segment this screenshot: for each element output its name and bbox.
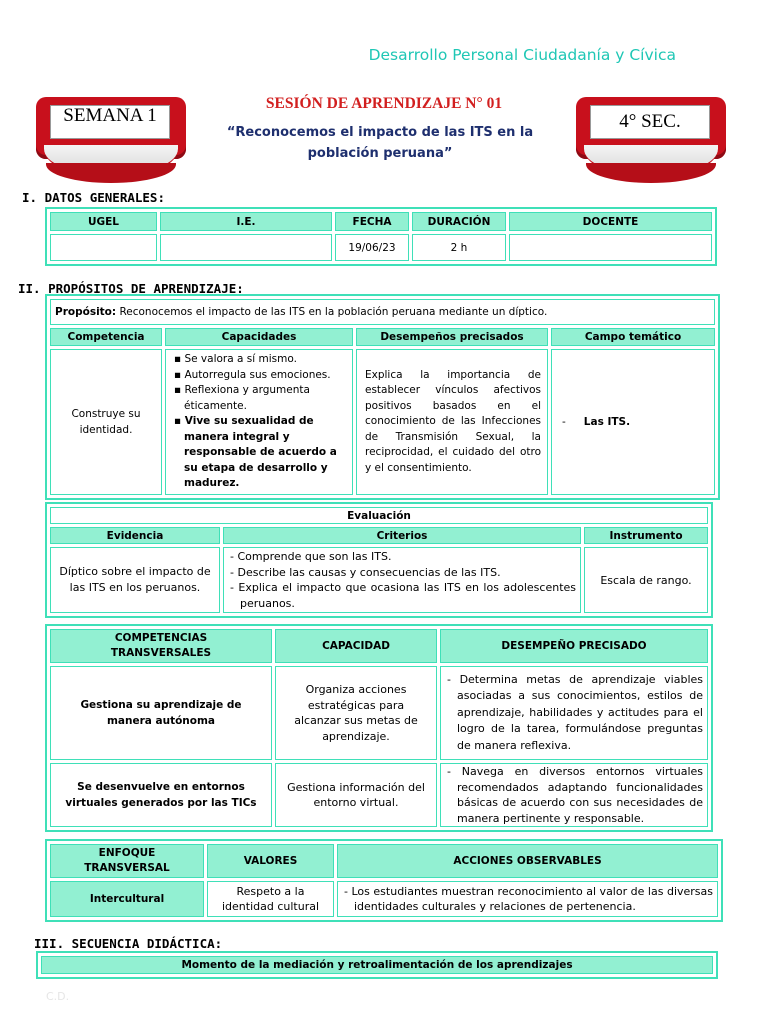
col-header-capacidades: Capacidades <box>165 328 353 346</box>
transversal-competencia-1: Gestiona su aprendizaje de manera autónoma <box>50 666 272 760</box>
capacidad-item: ▪ Vive su sexualidad de manera integral y responsable de acuerdo a su etapa de desarrollo y madurez. <box>174 415 337 489</box>
competencias-transversales-table <box>45 624 713 832</box>
purpose-row <box>50 299 715 325</box>
week-ribbon <box>36 97 186 185</box>
col-header-competencias-transversales: COMPETENCIAS TRANSVERSALES <box>50 629 272 663</box>
datos-generales-table <box>45 207 717 266</box>
session-subtitle: “Reconocemos el impacto de las ITS en la población peruana” <box>226 125 534 161</box>
criterios-list <box>223 547 581 613</box>
section-secuencia-title: III. SECUENCIA DIDÁCTICA: <box>34 936 223 951</box>
instrumento-value: Escala de rango. <box>584 547 708 613</box>
col-header-acciones: ACCIONES OBSERVABLES <box>337 844 718 878</box>
col-header-evidencia: Evidencia <box>50 527 220 544</box>
transversal-capacidad-2: Gestiona información del entorno virtual. <box>275 763 437 827</box>
fecha-value: 19/06/23 <box>335 234 409 261</box>
section-propositos-title: II. PROPÓSITOS DE APRENDIZAJE: <box>18 281 244 296</box>
valores-value: Respeto a la identidad cultural <box>207 881 334 917</box>
criterio-item: - Comprende que son las ITS. <box>230 550 392 563</box>
section-datos-generales-title: I. DATOS GENERALES: <box>22 190 165 205</box>
capacidades-list <box>165 349 353 495</box>
transversal-capacidad-1: Organiza acciones estratégicas para alcanzar sus metas de aprendizaje. <box>275 666 437 760</box>
desempeno-value: Explica la importancia de establecer vínculos afectivos positivos basados en el conocimiento de las Infecciones de Transmisión Sexual, la reciprocidad, el cuidado del otro y el consentimiento. <box>356 349 548 495</box>
evidencia-value: Díptico sobre el impacto de las ITS en los peruanos. <box>50 547 220 613</box>
col-header-capacidad: CAPACIDAD <box>275 629 437 663</box>
session-title: SESIÓN DE APRENDIZAJE N° 01 <box>265 95 503 112</box>
col-header-competencia: Competencia <box>50 328 162 346</box>
transversal-desempeno-1: - Determina metas de aprendizaje viables asociadas a sus conocimientos, estilos de aprendizaje, habilidades y actitudes para el logro de la tarea, formulándose preguntas de manera reflexiva. <box>440 666 708 760</box>
watermark: C.D. <box>46 990 70 1003</box>
evaluacion-title: Evaluación <box>50 507 708 524</box>
col-header-desempeno-precisado: DESEMPEÑO PRECISADO <box>440 629 708 663</box>
propositos-table <box>45 294 720 500</box>
col-header-valores: VALORES <box>207 844 334 878</box>
col-header-enfoque: ENFOQUE TRANSVERSAL <box>50 844 204 878</box>
capacidad-item: ▪ Autorregula sus emociones. <box>174 368 331 381</box>
grade-label: 4° SEC. <box>590 105 710 139</box>
col-header-instrumento: Instrumento <box>584 527 708 544</box>
duracion-value: 2 h <box>412 234 506 261</box>
purpose-text: Reconocemos el impacto de las ITS en la población peruana mediante un díptico. <box>116 306 548 318</box>
criterio-item: - Describe las causas y consecuencias de las ITS. <box>230 565 501 579</box>
competencia-value: Construye su identidad. <box>50 349 162 495</box>
subject-title: Desarrollo Personal Ciudadanía y Cívica <box>368 46 676 64</box>
col-header-campo-tematico: Campo temático <box>551 328 715 346</box>
col-header-fecha: FECHA <box>335 212 409 231</box>
enfoque-value: Intercultural <box>50 881 204 917</box>
col-header-duracion: DURACIÓN <box>412 212 506 231</box>
week-label: SEMANA 1 <box>50 105 170 139</box>
transversal-competencia-2: Se desenvuelve en entornos virtuales generados por las TICs <box>50 763 272 827</box>
capacidad-item: ▪ Se valora a sí mismo. <box>174 353 297 365</box>
criterio-item: - Explica el impacto que ocasiona las ITS en los adolescentes peruanos. <box>230 581 576 610</box>
campo-tematico-value: - Las ITS. <box>551 349 715 495</box>
col-header-ie: I.E. <box>160 212 332 231</box>
secuencia-table <box>36 951 718 979</box>
col-header-ugel: UGEL <box>50 212 157 231</box>
col-header-docente: DOCENTE <box>509 212 712 231</box>
ie-value <box>160 234 332 261</box>
capacidad-item: ▪ Reflexiona y argumenta éticamente. <box>174 384 310 412</box>
grade-ribbon <box>576 97 726 185</box>
col-header-desempenos: Desempeños precisados <box>356 328 548 346</box>
ugel-value <box>50 234 157 261</box>
secuencia-banner: Momento de la mediación y retroalimentación de los aprendizajes <box>41 956 713 974</box>
evaluacion-table <box>45 502 713 618</box>
transversal-desempeno-2: - Navega en diversos entornos virtuales recomendados adaptando funcionalidades básicas de acuerdo con sus necesidades de manera pertinente y responsable. <box>440 763 708 827</box>
enfoque-transversal-table <box>45 839 723 922</box>
col-header-criterios: Criterios <box>223 527 581 544</box>
acciones-value: - Los estudiantes muestran reconocimiento al valor de las diversas identidades culturales y relaciones de pertenencia. <box>337 881 718 917</box>
purpose-label: Propósito: <box>55 306 117 318</box>
docente-value <box>509 234 712 261</box>
